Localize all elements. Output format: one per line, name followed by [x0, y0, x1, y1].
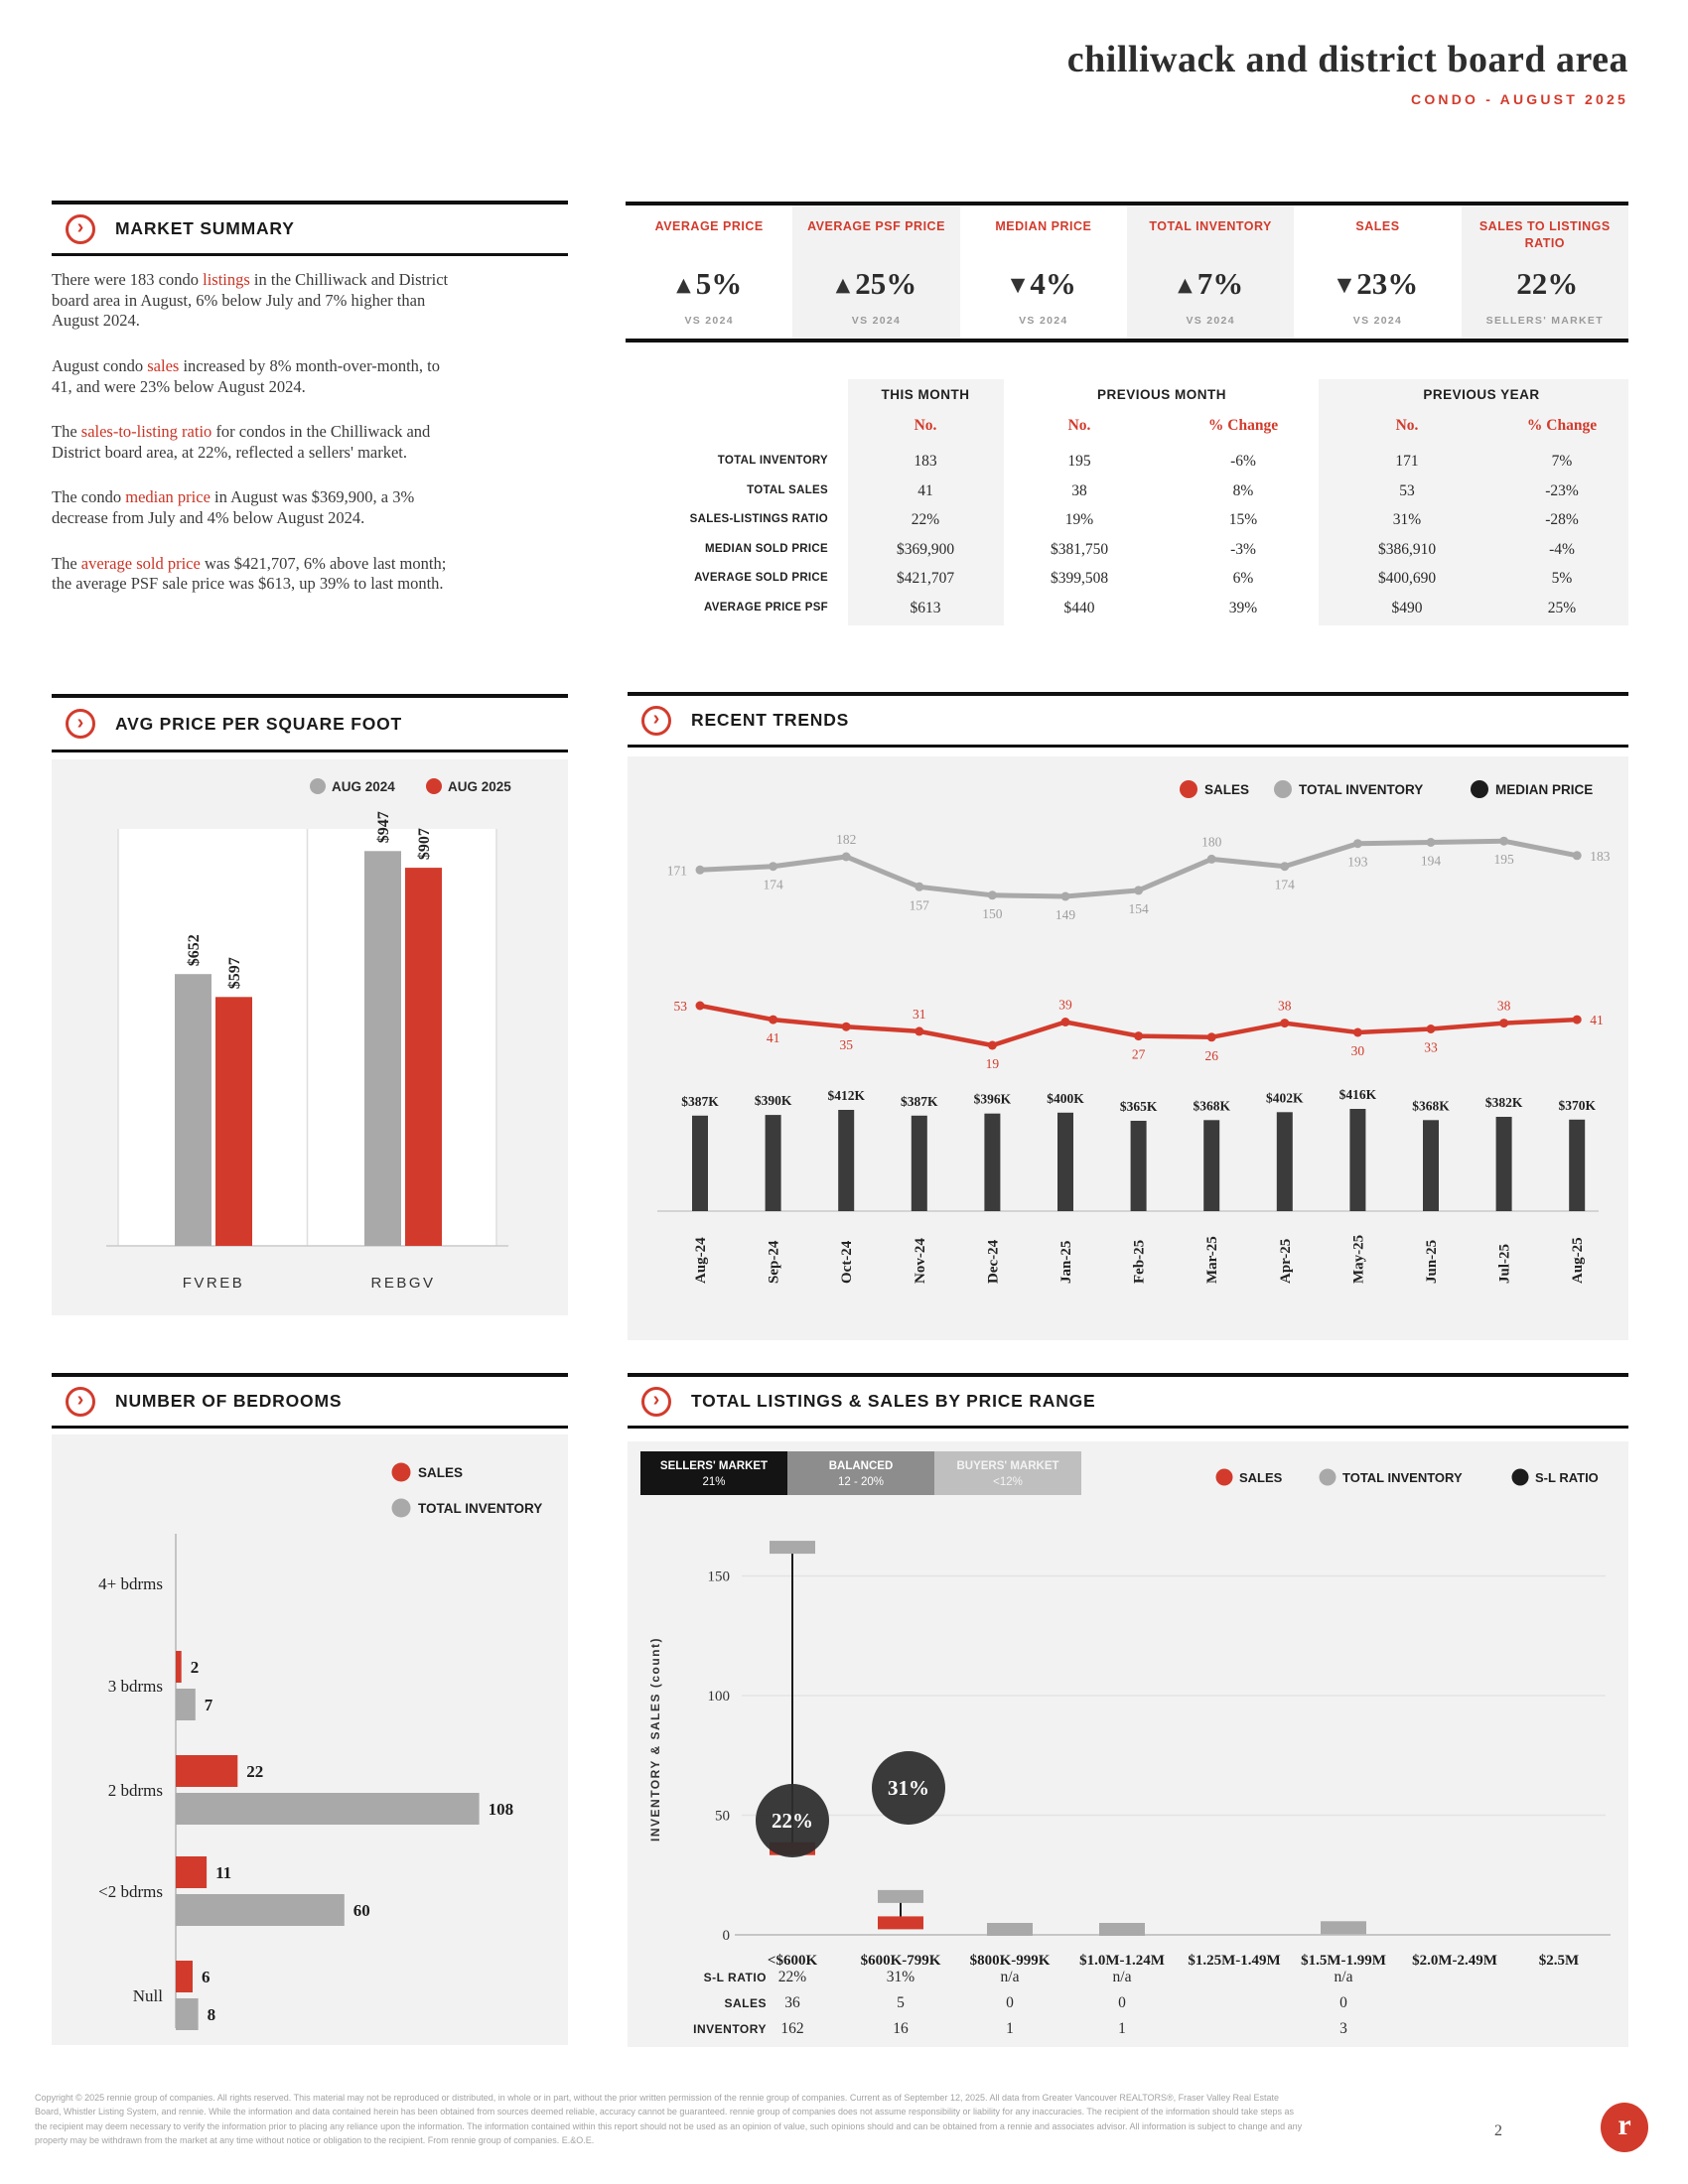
bedrooms-sales-bar [176, 1651, 182, 1683]
table-cell: -28% [1545, 511, 1579, 528]
summary-paragraph: The average sold price was $421,707, 6% above last month; the average PSF sale price was $613, up 39% to last month. [52, 553, 447, 594]
data-row-value: n/a [1334, 1969, 1353, 1985]
inventory-marker [770, 1541, 815, 1554]
inventory-point-label: 193 [1347, 854, 1368, 870]
table-cell: $400,690 [1377, 570, 1437, 587]
kpi-label: AVERAGE PRICE [654, 219, 764, 233]
bedrooms-chart [52, 1434, 568, 2045]
kpi-sub: VS 2024 [851, 315, 902, 327]
kpi-value: ▼ 23% [1336, 265, 1419, 301]
median-price-label: $390K [754, 1093, 792, 1109]
data-row-value: n/a [1000, 1969, 1020, 1985]
month-label: Sep-24 [766, 1240, 782, 1284]
chevron-circle-icon: › [66, 709, 95, 739]
legend-dot-icon [1274, 780, 1292, 798]
psf-category-label: FVREB [182, 1275, 245, 1292]
legend-dot-icon [392, 1499, 411, 1518]
sales-point-label: 33 [1424, 1039, 1438, 1055]
psf-bar-label: $907 [416, 828, 433, 861]
avg-psf-chart-svg [52, 759, 568, 1315]
summary-paragraph: The sales-to-listing ratio for condos in the Chilliwack and District board area, at 22%, reflected a sellers' market. [52, 422, 431, 462]
price-range-chart [628, 1441, 1628, 2047]
table-cell: 38 [1071, 481, 1087, 499]
bedrooms-category-label: Null [132, 1986, 163, 2005]
sales-point-label: 39 [1058, 997, 1072, 1013]
bedrooms-inventory-bar [176, 1894, 345, 1926]
table-cell: 53 [1399, 481, 1415, 499]
median-price-label: $400K [1047, 1090, 1084, 1106]
table-cell: 22% [911, 511, 940, 528]
median-price-label: $382K [1484, 1095, 1523, 1110]
legend-label: SALES [418, 1465, 464, 1480]
median-price-label: $370K [1558, 1097, 1596, 1113]
sales-point-label: 41 [1590, 1013, 1604, 1028]
table-sub-header: % Change [1207, 417, 1279, 434]
sales-point-label: 38 [1496, 998, 1511, 1014]
data-row-value: 0 [1339, 1994, 1347, 2011]
inventory-point-label: 182 [836, 832, 857, 847]
legend-label: AUG 2024 [332, 779, 395, 794]
sales-point-label: 41 [766, 1030, 780, 1046]
psf-bar-label: $597 [226, 957, 243, 990]
inventory-marker [878, 1890, 923, 1903]
kpi-value: ▲ 7% [1178, 265, 1244, 301]
month-label: Aug-25 [1570, 1237, 1587, 1284]
median-price-label: $387K [901, 1093, 938, 1109]
sales-point-label: 19 [985, 1056, 1000, 1071]
data-row-value: 36 [784, 1994, 800, 2011]
section-title: AVG PRICE PER SQUARE FOOT [115, 713, 403, 734]
data-row-value: 1 [1006, 2020, 1014, 2037]
bedrooms-sales-value: 11 [215, 1863, 232, 1882]
table-cell: 31% [1392, 511, 1422, 528]
chevron-circle-icon: › [66, 214, 95, 244]
price-range-chart-svg [628, 1441, 1628, 2047]
inventory-marker [1321, 1921, 1366, 1934]
section-title: NUMBER OF BEDROOMS [115, 1391, 343, 1411]
inventory-point-label: 174 [1274, 877, 1295, 892]
legend-label: TOTAL INVENTORY [418, 1501, 543, 1516]
up-arrow-icon: ▲ [835, 273, 851, 296]
table-sub-header: No. [914, 417, 937, 434]
legend-label: S-L RATIO [1535, 1470, 1599, 1485]
data-row-value: 22% [777, 1969, 807, 1985]
sales-point-label: 53 [673, 999, 687, 1014]
table-column-group: PREVIOUS MONTH [1096, 387, 1226, 402]
data-row-value: 0 [1118, 1994, 1126, 2011]
market-type-box [640, 1451, 787, 1495]
table-cell: 6% [1232, 570, 1254, 587]
kpi-sales-to-listings-ratio [1462, 205, 1628, 339]
bedrooms-inventory-value: 8 [207, 2005, 216, 2024]
bedrooms-sales-bar [176, 1961, 193, 1992]
data-row-value: 31% [886, 1969, 915, 1985]
table-cell: $399,508 [1050, 570, 1109, 587]
market-type-box [787, 1451, 934, 1495]
market-summary-text [52, 270, 453, 619]
table-cell: -6% [1230, 453, 1256, 470]
bedrooms-category-label: 4+ bdrms [98, 1574, 163, 1593]
up-arrow-icon: ▲ [1178, 273, 1193, 296]
sl-ratio-bubble-label: 22% [772, 1809, 813, 1833]
up-arrow-icon: ▲ [676, 273, 691, 296]
price-range-category-label: $1.25M-1.49M [1188, 1953, 1281, 1969]
median-price-bar [1423, 1120, 1439, 1211]
table-cell: 5% [1551, 570, 1573, 587]
median-price-bar [838, 1110, 854, 1211]
median-price-bar [1057, 1113, 1073, 1211]
inventory-point-label: 195 [1493, 852, 1514, 868]
kpi-label: AVERAGE PSF PRICE [807, 219, 945, 233]
month-label: Dec-24 [985, 1239, 1002, 1284]
sales-point-label: 26 [1204, 1047, 1218, 1063]
psf-bar [215, 997, 252, 1246]
price-range-category-label: $2.0M-2.49M [1412, 1953, 1497, 1969]
table-cell: 183 [914, 453, 937, 470]
recent-trends-chart [628, 756, 1628, 1340]
bedrooms-category-label: <2 bdrms [98, 1882, 163, 1901]
price-range-category-label: $800K-999K [969, 1953, 1051, 1969]
median-price-bar [1496, 1117, 1512, 1211]
psf-bar [405, 868, 442, 1246]
kpi-value: ▲ 25% [835, 265, 917, 301]
kpi-label: SALES [1355, 219, 1400, 233]
legend-dot-icon [1512, 1469, 1529, 1486]
month-label: Jan-25 [1058, 1240, 1074, 1284]
data-row-value: 162 [780, 2020, 804, 2037]
data-row-value: 1 [1118, 2020, 1126, 2037]
median-price-bar [984, 1114, 1000, 1211]
kpi-sales [1294, 205, 1461, 339]
median-price-label: $368K [1193, 1098, 1230, 1114]
data-row-label: SALES [724, 1996, 767, 2010]
section-header-market-summary [52, 201, 568, 256]
data-row-label: S-L RATIO [703, 1971, 767, 1984]
legend-label: SALES [1239, 1470, 1283, 1485]
median-price-label: $387K [681, 1093, 719, 1109]
legend-dot-icon [1180, 780, 1197, 798]
legend-dot-icon [310, 778, 326, 794]
bedrooms-inventory-bar [176, 1793, 480, 1825]
bedrooms-inventory-value: 7 [204, 1696, 213, 1714]
month-label: May-25 [1350, 1234, 1367, 1284]
inventory-point-label: 157 [909, 897, 929, 913]
legend-label: AUG 2025 [448, 779, 511, 794]
bedrooms-inventory-bar [176, 1689, 196, 1720]
legend-dot-icon [1216, 1469, 1233, 1486]
summary-table [626, 375, 1628, 635]
y-axis-title: INVENTORY & SALES (count) [648, 1637, 662, 1842]
median-price-label: $396K [973, 1091, 1012, 1107]
price-range-category-label: $600K-799K [860, 1953, 941, 1969]
inventory-marker [987, 1923, 1033, 1936]
kpi-total-inventory [1127, 205, 1294, 339]
summary-paragraph: The condo median price in August was $369,900, a 3% decrease from July and 4% below August 2024. [52, 487, 415, 527]
section-header-avg-psf [52, 694, 568, 752]
table-row-label: TOTAL INVENTORY [717, 455, 828, 467]
kpi-sub: VS 2024 [684, 315, 734, 327]
table-sub-header: % Change [1526, 417, 1598, 434]
kpi-label: MEDIAN PRICE [995, 219, 1092, 233]
market-type-range: <12% [993, 1476, 1023, 1488]
y-tick-label: 150 [707, 1569, 730, 1585]
data-row-value: 16 [893, 2020, 909, 2037]
sl-ratio-bubble-label: 31% [888, 1776, 929, 1800]
chevron-circle-icon: › [66, 1387, 95, 1417]
y-tick-label: 50 [715, 1808, 730, 1825]
month-label: Aug-24 [693, 1237, 709, 1284]
summary-paragraph: There were 183 condo listings in the Chilliwack and District board area in August, 6% below July and 7% higher than August 2024. [52, 270, 449, 331]
table-cell: -3% [1230, 540, 1256, 558]
market-type-label: BUYERS' MARKET [956, 1460, 1059, 1472]
inventory-point-label: 180 [1201, 834, 1222, 850]
table-cell: 41 [917, 481, 933, 499]
kpi-average-psf-price [792, 205, 959, 339]
down-arrow-icon: ▼ [1336, 273, 1352, 296]
bedrooms-inventory-bar [176, 1998, 199, 2030]
y-tick-label: 0 [722, 1928, 730, 1944]
median-price-label: $402K [1266, 1090, 1304, 1106]
month-label: Mar-25 [1204, 1236, 1221, 1284]
sales-point-label: 31 [913, 1006, 926, 1022]
table-row-label: TOTAL SALES [747, 483, 828, 496]
median-price-bar [1569, 1120, 1585, 1211]
kpi-row [626, 202, 1628, 342]
inventory-point-label: 149 [1055, 907, 1076, 922]
page-subtitle: CONDO - AUGUST 2025 [1411, 91, 1628, 107]
kpi-value: ▼ 4% [1010, 265, 1076, 301]
table-cell: 15% [1228, 511, 1258, 528]
median-price-label: $365K [1119, 1099, 1158, 1114]
table-cell: 25% [1547, 599, 1577, 616]
legend-dot-icon [1320, 1469, 1336, 1486]
legend-dot-icon [392, 1463, 411, 1482]
inventory-point-label: 154 [1128, 900, 1149, 916]
table-cell: 8% [1232, 481, 1254, 499]
table-column-group: PREVIOUS YEAR [1423, 387, 1540, 402]
bedrooms-chart-svg [52, 1434, 568, 2045]
section-title: MARKET SUMMARY [115, 218, 295, 238]
table-row-label: SALES-LISTINGS RATIO [689, 513, 828, 525]
table-sub-header: No. [1067, 417, 1091, 434]
month-label: Jul-25 [1496, 1243, 1513, 1284]
psf-bar [364, 851, 401, 1246]
table-sub-header: No. [1395, 417, 1419, 434]
kpi-value: 22% [1516, 265, 1579, 301]
table-cell: 171 [1395, 453, 1419, 470]
rennie-logo-icon: r [1601, 2103, 1648, 2152]
chevron-circle-icon: › [641, 1387, 671, 1417]
data-row-value: 5 [897, 1994, 905, 2011]
sales-point-label: 27 [1131, 1046, 1146, 1062]
bedrooms-sales-value: 22 [246, 1762, 264, 1781]
table-cell: 195 [1067, 453, 1091, 470]
kpi-sub: SELLERS' MARKET [1485, 315, 1604, 327]
inventory-point-label: 171 [666, 863, 687, 879]
table-cell: $381,750 [1050, 540, 1109, 558]
month-label: Oct-24 [839, 1240, 856, 1284]
sales-marker [878, 1916, 923, 1929]
month-label: Jun-25 [1424, 1239, 1440, 1284]
sales-point-label: 38 [1278, 998, 1292, 1014]
median-price-label: $368K [1412, 1098, 1450, 1114]
inventory-marker [1099, 1923, 1145, 1936]
price-range-category-label: <$600K [767, 1953, 818, 1969]
legend-dot-icon [1471, 780, 1488, 798]
month-label: Apr-25 [1277, 1238, 1294, 1284]
page-title: chilliwack and district board area [1066, 39, 1628, 80]
median-price-bar [1131, 1121, 1147, 1211]
section-header-price-range [628, 1373, 1628, 1429]
avg-psf-chart [52, 759, 568, 1315]
chevron-circle-icon: › [641, 706, 671, 736]
kpi-value: ▲ 5% [676, 265, 743, 301]
bedrooms-inventory-value: 60 [352, 1901, 370, 1920]
market-type-label: BALANCED [828, 1460, 894, 1472]
psf-bar-label: $652 [186, 934, 203, 967]
kpi-label: TOTAL INVENTORY [1149, 219, 1272, 233]
sales-point-label: 35 [839, 1037, 853, 1053]
median-price-label: $416K [1338, 1087, 1377, 1102]
table-cell: $386,910 [1377, 540, 1437, 558]
page-number: 2 [1494, 2122, 1502, 2139]
median-price-bar [692, 1116, 708, 1211]
legend-label: TOTAL INVENTORY [1299, 782, 1424, 797]
y-tick-label: 100 [707, 1689, 730, 1705]
recent-trends-chart-svg [628, 756, 1628, 1340]
kpi-average-price [626, 205, 792, 339]
inventory-point-label: 194 [1420, 853, 1442, 869]
data-row-value: 3 [1339, 2020, 1347, 2037]
legend-label: MEDIAN PRICE [1495, 782, 1594, 797]
summary-paragraph: August condo sales increased by 8% month-over-month, to 41, and were 23% below August 2024. [52, 355, 441, 396]
market-type-box [934, 1451, 1081, 1495]
section-header-bedrooms [52, 1373, 568, 1429]
kpi-sub: VS 2024 [1019, 315, 1068, 327]
market-type-label: SELLERS' MARKET [659, 1460, 769, 1472]
psf-category-label: REBGV [370, 1275, 436, 1292]
kpi-label: SALES TO LISTINGS RATIO [1478, 219, 1611, 250]
psf-bar-label: $947 [375, 811, 392, 844]
data-row-label: INVENTORY [693, 2022, 767, 2036]
table-cell: $490 [1391, 599, 1423, 616]
bedrooms-inventory-value: 108 [488, 1800, 514, 1819]
kpi-sub: VS 2024 [1352, 315, 1403, 327]
section-title: RECENT TRENDS [691, 710, 850, 730]
legend-label: TOTAL INVENTORY [1342, 1470, 1463, 1485]
bedrooms-sales-value: 2 [190, 1658, 200, 1677]
psf-bar [175, 974, 211, 1246]
kpi-median-price [960, 205, 1127, 339]
section-title: TOTAL LISTINGS & SALES BY PRICE RANGE [691, 1391, 1096, 1411]
table-cell: 39% [1228, 599, 1258, 616]
table-row-label: AVERAGE PRICE PSF [703, 601, 828, 614]
market-type-range: 21% [702, 1476, 726, 1488]
table-cell: $421,707 [896, 570, 955, 587]
bedrooms-sales-bar [176, 1856, 207, 1888]
bedrooms-sales-bar [176, 1755, 237, 1787]
inventory-point-label: 183 [1590, 848, 1611, 864]
inventory-point-label: 150 [982, 905, 1003, 921]
bedrooms-category-label: 3 bdrms [107, 1677, 163, 1696]
kpi-sub: VS 2024 [1186, 315, 1235, 327]
bedrooms-category-label: 2 bdrms [107, 1781, 163, 1800]
bedrooms-sales-value: 6 [202, 1968, 211, 1986]
month-label: Nov-24 [912, 1238, 928, 1284]
table-cell: $440 [1063, 599, 1095, 616]
section-header-recent-trends [628, 692, 1628, 748]
inventory-point-label: 174 [763, 877, 783, 892]
footer-disclaimer: Copyright © 2025 rennie group of companies. All rights reserved. This material may not be reproduced or distributed, in whole or in part, without the prior written permission of the rennie group of companies. Current as of September 12, 2025. All data from Greater Vancouver REALTORS®, Fraser Valley Real Estate Board, Whistler Listing System, and rennie. While the information and data contained herein has been obtained from sources deemed reliable, accuracy cannot be guaranteed. rennie group of companies does not assume responsibility or liability for any inaccuracies. The recipient of the information should take steps as the recipient may deem necessary to verify the information prior to placing any reliance upon the information. The information contained within this report should not be used as an opinion of value, such opinions should and can be obtained from a rennie and associates advisor. All information is subject to change and any property may be withdrawn from the market at any time without notice or obligation to the recipient. From rennie group of companies. E.&O.E. [35, 2093, 1303, 2146]
median-price-bar [1277, 1112, 1293, 1211]
sales-point-label: 30 [1350, 1043, 1365, 1058]
table-row-label: MEDIAN SOLD PRICE [705, 542, 828, 555]
median-price-label: $412K [827, 1088, 865, 1103]
price-range-category-label: $1.5M-1.99M [1301, 1953, 1386, 1969]
table-cell: $369,900 [896, 540, 955, 558]
table-cell: 7% [1551, 453, 1573, 470]
month-label: Feb-25 [1131, 1239, 1148, 1284]
data-row-value: 0 [1006, 1994, 1014, 2011]
median-price-bar [1349, 1109, 1365, 1211]
data-row-value: n/a [1112, 1969, 1132, 1985]
median-price-bar [912, 1116, 927, 1211]
median-price-bar [766, 1115, 781, 1211]
table-row-label: AVERAGE SOLD PRICE [694, 572, 828, 584]
table-cell: 19% [1064, 511, 1094, 528]
table-cell: $613 [910, 599, 941, 616]
median-price-bar [1203, 1120, 1219, 1211]
table-cell: -4% [1549, 540, 1575, 558]
table-column-group: THIS MONTH [881, 387, 970, 402]
legend-label: SALES [1204, 782, 1250, 797]
down-arrow-icon: ▼ [1010, 273, 1026, 296]
price-range-category-label: $1.0M-1.24M [1079, 1953, 1165, 1969]
table-cell: -23% [1545, 481, 1579, 499]
legend-dot-icon [426, 778, 442, 794]
market-type-range: 12 - 20% [837, 1476, 885, 1488]
price-range-category-label: $2.5M [1538, 1953, 1580, 1969]
